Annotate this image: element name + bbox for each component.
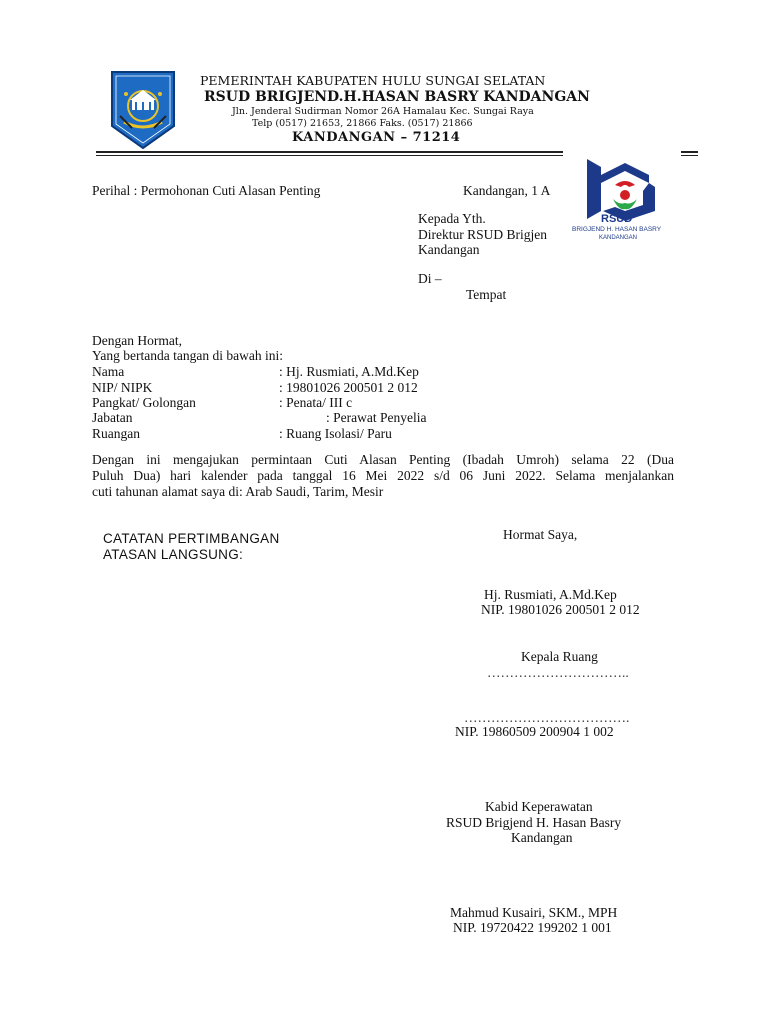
field-value-pangkat: : Penata/ III c	[279, 395, 353, 410]
addressee-tempat: Tempat	[466, 287, 507, 302]
addressee-di: Di –	[418, 271, 442, 286]
field-value-ruangan: : Ruang Isolasi/ Paru	[279, 426, 392, 441]
body-paragraph-line3: cuti tahunan alamat saya di: Arab Saudi, Tarim, Mesir	[92, 484, 384, 499]
closing-regards: Hormat Saya,	[503, 527, 578, 542]
superior-notes-subtitle: ATASAN LANGSUNG:	[103, 547, 244, 562]
header-phone: Telp (0517) 21653, 21866 Faks. (0517) 21866	[252, 118, 473, 129]
field-label-jabatan: Jabatan	[92, 410, 133, 425]
head-of-room-title: Kepala Ruang	[521, 649, 598, 664]
kabid-nip: NIP. 19720422 199202 1 001	[453, 920, 612, 935]
intro-line: Yang bertanda tangan di bawah ini:	[92, 348, 283, 363]
rsud-logo-subtitle: BRIGJEND H. HASAN BASRY	[572, 226, 662, 233]
superior-notes-title: CATATAN PERTIMBANGAN	[103, 531, 280, 546]
header-address: Jln. Jenderal Sudirman Nomor 26A Hamalau Kec. Sungai Raya	[232, 106, 534, 117]
addressee-title: Direktur RSUD Brigjen	[418, 227, 547, 242]
rsud-logo-title: RSUD	[601, 213, 633, 225]
rsud-logo	[563, 151, 681, 247]
field-value-nip: : 19801026 200501 2 012	[279, 380, 418, 395]
field-label-pangkat: Pangkat/ Golongan	[92, 395, 196, 410]
field-label-ruangan: Ruangan	[92, 426, 140, 441]
body-paragraph-line1: Dengan ini mengajukan permintaan Cuti Alasan Penting (Ibadah Umroh) selama 22 (Dua	[92, 452, 674, 467]
place-date: Kandangan, 1 A	[463, 183, 551, 198]
rsud-logo-city: KANDANGAN	[599, 235, 638, 241]
applicant-nip: NIP. 19801026 200501 2 012	[481, 602, 640, 617]
subject-line: Perihal : Permohonan Cuti Alasan Penting	[92, 183, 321, 198]
head-of-room-dots: …………………………..	[487, 665, 629, 680]
head-of-room-signature-line: ……………………………….	[464, 710, 630, 725]
body-paragraph-line2: Puluh Dua) hari kalender pada tanggal 16 Mei 2022 s/d 06 Juni 2022. Selama menjalankan	[92, 468, 674, 483]
field-value-jabatan: : Perawat Penyelia	[326, 410, 427, 425]
applicant-name: Hj. Rusmiati, A.Md.Kep	[484, 587, 617, 602]
salutation: Dengan Hormat,	[92, 333, 182, 348]
regency-emblem-icon	[110, 70, 176, 150]
header-city-postcode: KANDANGAN – 71214	[292, 130, 461, 145]
header-hospital-name: RSUD BRIGJEND.H.HASAN BASRY KANDANGAN	[204, 89, 590, 105]
kabid-name: Mahmud Kusairi, SKM., MPH	[450, 905, 618, 920]
field-label-nama: Nama	[92, 364, 125, 379]
field-value-nama: : Hj. Rusmiati, A.Md.Kep	[279, 364, 419, 379]
head-of-room-nip: NIP. 19860509 200904 1 002	[455, 724, 614, 739]
header-regency: PEMERINTAH KABUPATEN HULU SUNGAI SELATAN	[200, 73, 546, 88]
field-label-nip: NIP/ NIPK	[92, 380, 153, 395]
addressee-city: Kandangan	[418, 242, 480, 257]
addressee-greeting: Kepada Yth.	[418, 211, 486, 226]
kabid-hospital: RSUD Brigjend H. Hasan Basry	[446, 815, 622, 830]
kabid-city: Kandangan	[511, 830, 573, 845]
kabid-title: Kabid Keperawatan	[485, 799, 593, 814]
